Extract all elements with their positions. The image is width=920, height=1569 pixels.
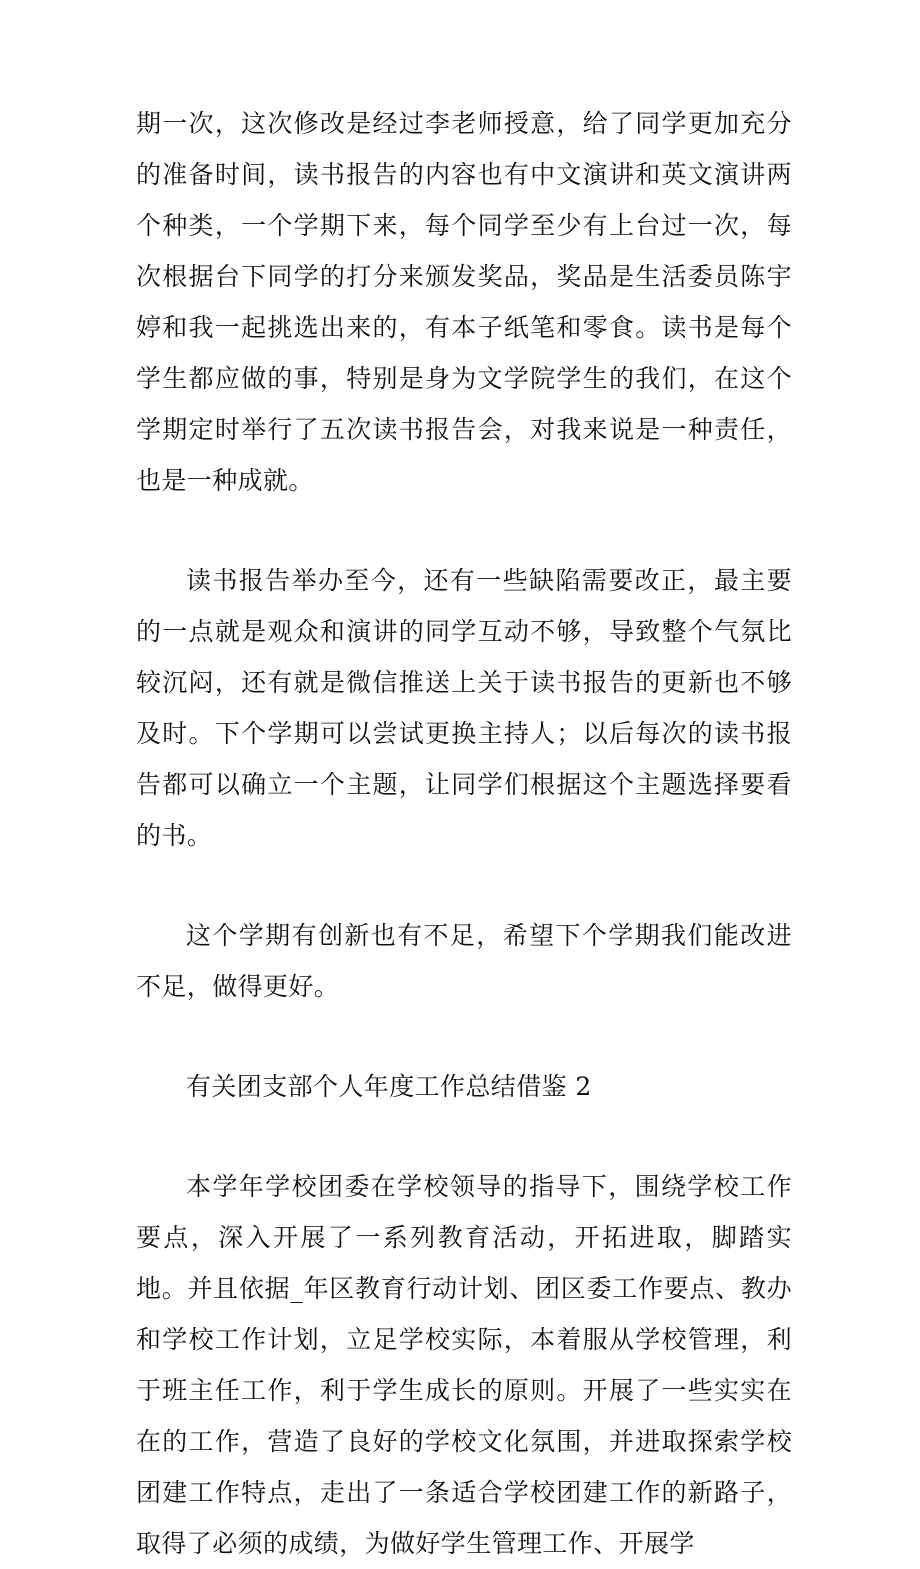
section-heading: 有关团支部个人年度工作总结借鉴 2 xyxy=(186,1072,592,1101)
paragraph-league-work: 本学年学校团委在学校领导的指导下，围绕学校工作要点，深入开展了一系列教育活动，开拓进取，脚踏实地。并且依据_年区教育行动计划、团区委工作要点、教办和学校工作计划，立足学校实际，本着服从学校管理，利于班主任工作，利于学生成长的原则。开展了一些实实在在的工作，营造了良好的学校文化氛围，并进取探索学校团建工作特点，走出了一条适合学校团建工作的新路子，取得了必须的成绩，为做好学生管理工作、开展学 xyxy=(136,1172,792,1558)
document-body xyxy=(136,98,792,1569)
paragraph-conclusion: 这个学期有创新也有不足，希望下个学期我们能改进不足，做得更好。 xyxy=(136,921,792,1001)
paragraph-continuation: 期一次，这次修改是经过李老师授意，给了同学更加充分的准备时间，读书报告的内容也有中文演讲和英文演讲两个种类，一个学期下来，每个同学至少有上台过一次，每次根据台下同学的打分来颁发奖品，奖品是生活委员陈宇婷和我一起挑选出来的，有本子纸笔和零食。读书是每个学生都应做的事，特别是身为文学院学生的我们，在这个学期定时举行了五次读书报告会，对我来说是一种责任，也是一种成就。 xyxy=(136,109,792,495)
paragraph-shortcomings: 读书报告举办至今，还有一些缺陷需要改正，最主要的一点就是观众和演讲的同学互动不够，导致整个气氛比较沉闷，还有就是微信推送上关于读书报告的更新也不够及时。下个学期可以尝试更换主持人；以后每次的读书报告都可以确立一个主题，让同学们根据这个主题选择要看的书。 xyxy=(136,566,792,850)
